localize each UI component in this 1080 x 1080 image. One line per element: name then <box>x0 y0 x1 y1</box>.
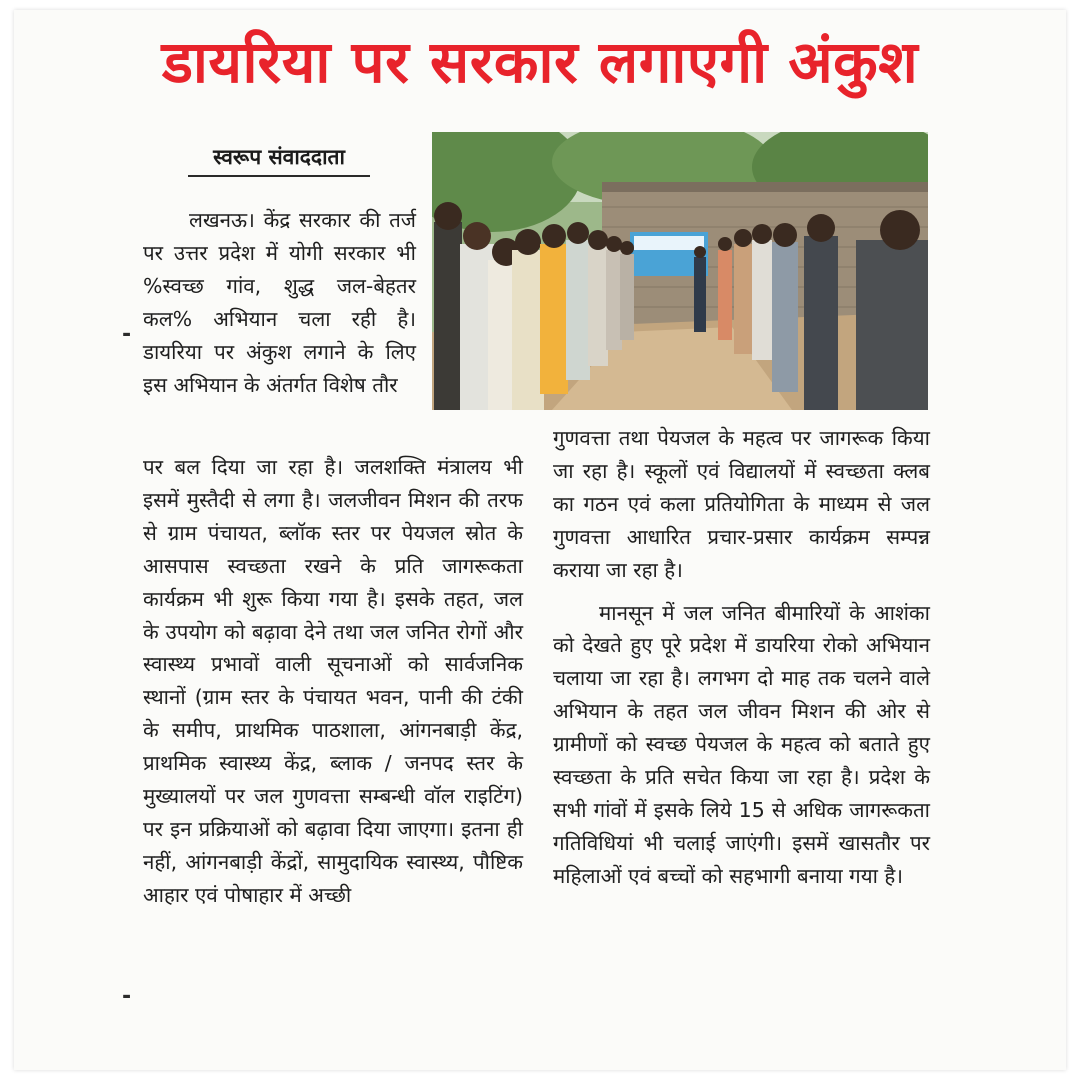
news-photo <box>432 132 928 410</box>
photo-illustration <box>432 132 928 410</box>
article-paragraph: लखनऊ। केंद्र सरकार की तर्ज पर उत्तर प्रदेश में योगी सरकार भी %स्वच्छ गांव, शुद्ध जल-बेहतर कल% अभियान चला रही है। डायरिया पर अंकुश लगाने के लिए इस अभियान के अंतर्गत विशेष तौर <box>143 208 416 397</box>
byline-underline <box>188 175 370 177</box>
article-paragraph: पर बल दिया जा रहा है। जलशक्ति मंत्रालय भी इसमें मुस्तैदी से लगा है। जलजीवन मिशन की तरफ से ग्राम पंचायत, ब्लॉक स्तर पर पेयजल स्रोत के आसपास स्वच्छता रखने के प्रति जागरूकता कार्यक्रम भी शुरू किया गया है। इसके तहत, जल के उपयोग को बढ़ावा देने तथा जल जनित रोगों और स्वास्थ्य प्रभावों वाली सूचनाओं को सार्वजनिक स्थानों (ग्राम स्तर के पंचायत भवन, पानी की टंकी के समीप, प्राथमिक पाठशाला, आंगनबाड़ी केंद्र, प्राथमिक स्वास्थ्य केंद्र, ब्लाक / जनपद स्तर के मुख्यालयों पर जल गुणवत्ता सम्बन्धी वॉल राइटिंग) पर इन प्रक्रियाओं को बढ़ावा दिया जाएगा। इतना ही नहीं, आंगनबाड़ी केंद्रों, सामुदायिक स्वास्थ्य, पौष्टिक आहार एवं पोषाहार में अच्छी <box>143 455 523 907</box>
article-paragraph: गुणवत्ता तथा पेयजल के महत्व पर जागरूक किया जा रहा है। स्कूलों एवं विद्यालयों में स्वच्छता क्लब का गठन एवं कला प्रतियोगिता के माध्यम से जल गुणवत्ता आधारित प्रचार-प्रसार कार्यक्रम सम्पन्न कराया जा रहा है। <box>553 426 930 582</box>
article-column-1-bottom <box>143 451 523 912</box>
headline: डायरिया पर सरकार लगाएगी अंकुश <box>161 28 919 96</box>
article-column-1-top <box>143 204 416 401</box>
article-paragraph: मानसून में जल जनित बीमारियों के आशंका को देखते हुए पूरे प्रदेश में डायरिया रोको अभियान चलाया जा रहा है। लगभग दो माह तक चलने वाले अभियान के तहत जल जीवन मिशन की ओर से ग्रामीणों को स्वच्छ पेयजल के महत्व को बताते हुए स्वच्छता के प्रति सचेत किया जा रहा है। प्रदेश के सभी गांवों में इसके लिये 15 से अधिक जागरूकता गतिविधियां भी चलाई जाएंगी। इसमें खासतौर पर महिलाओं एवं बच्चों को सहभागी बनाया गया है। <box>553 600 930 888</box>
article-column-2 <box>553 422 930 893</box>
margin-mark: - <box>122 322 132 347</box>
margin-mark: - <box>122 984 132 1009</box>
byline: स्वरूप संवाददाता <box>213 145 345 169</box>
